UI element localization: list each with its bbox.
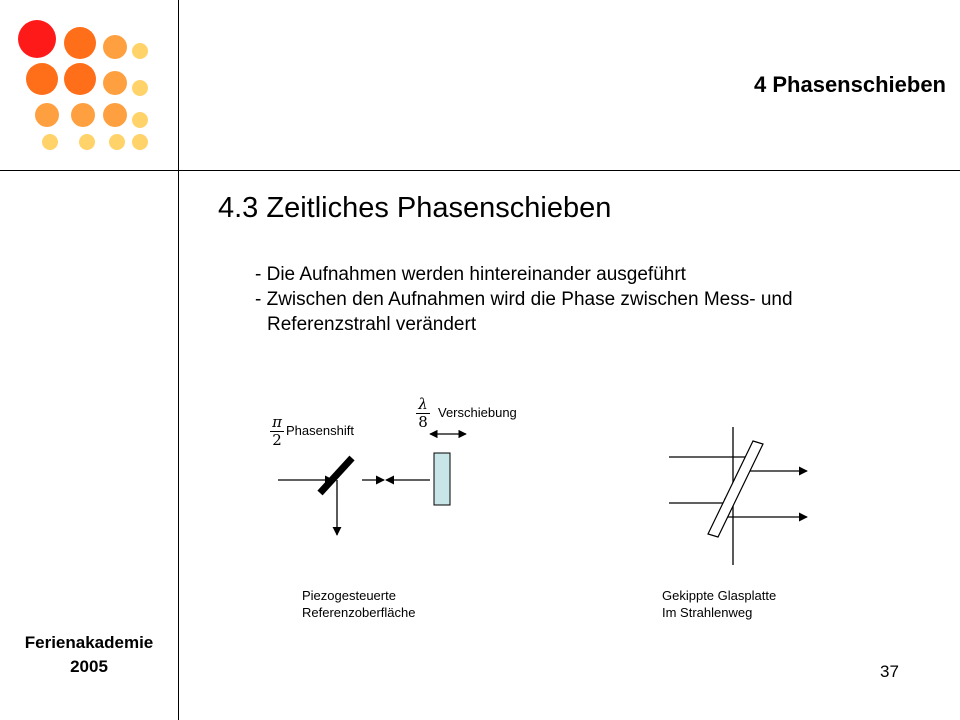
shift-fraction-numerator: λ [418,395,428,413]
slide-title: 4.3 Zeitliches Phasenschieben [218,192,612,224]
shift-fraction-denominator: 8 [416,413,430,431]
beam-splitter-mirror [320,458,352,493]
bullet-item: - Die Aufnahmen werden hintereinander ausgeführt [255,264,686,285]
caption-line: Piezogesteuerte [302,588,396,603]
phase-fraction-numerator: π [272,413,282,431]
left-diagram-caption [302,587,415,621]
glass-plate-setup [669,427,807,565]
bullet-item: - Zwischen den Aufnahmen wird die Phase zwischen Mess- und [255,289,793,310]
footer-org-name: Ferienakademie [24,633,154,652]
right-diagram-caption [662,587,776,621]
footer-year: 2005 [70,657,108,676]
caption-line: Gekippte Glasplatte [662,588,777,603]
footer-org [0,631,178,679]
bullet-item-continuation: Referenzstrahl verändert [267,314,477,335]
phase-shift-label: Phasenshift [286,423,354,438]
phase-fraction-denominator: 2 [270,431,284,449]
caption-line: Im Strahlenweg [662,605,753,620]
caption-line: Referenzoberfläche [302,605,416,620]
phase-fraction [270,414,284,449]
piezo-setup [278,434,466,535]
shift-label: Verschiebung [438,405,517,420]
section-title: 4 Phasenschieben [754,72,946,97]
shift-fraction [416,396,430,431]
tilted-glass-plate [708,441,763,537]
page-number: 37 [880,662,899,681]
piezo-reference-surface [434,453,450,505]
